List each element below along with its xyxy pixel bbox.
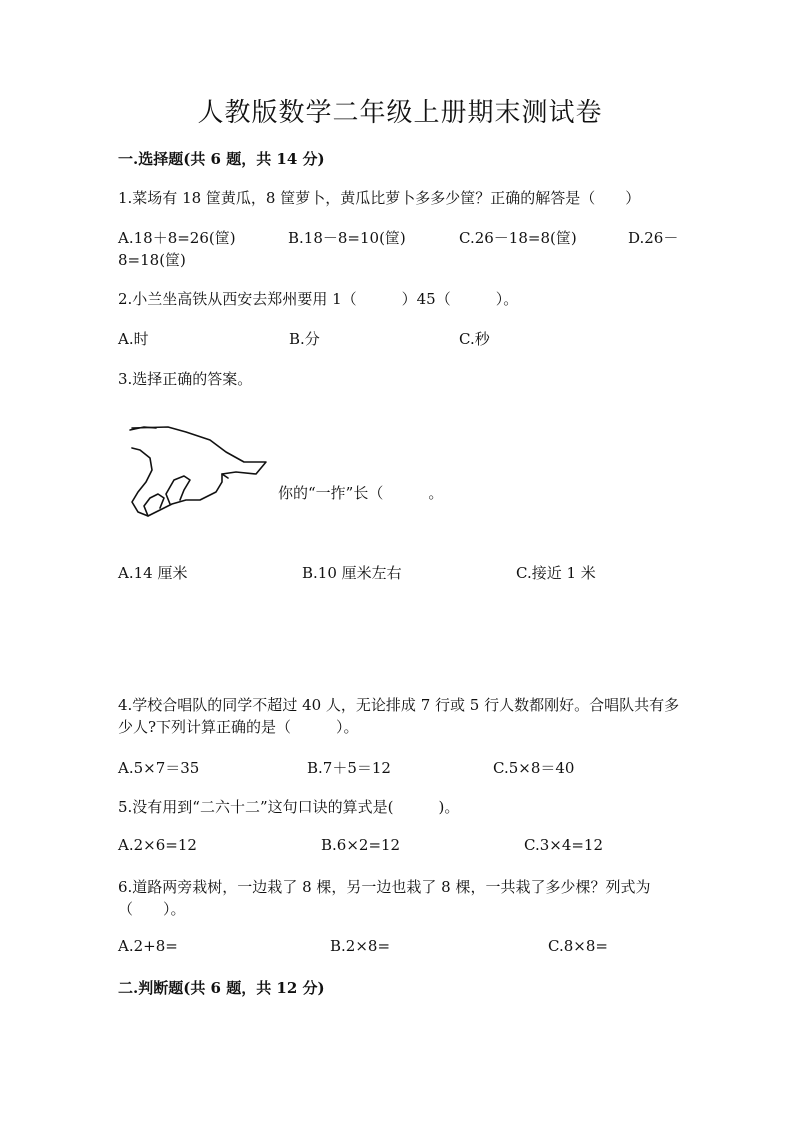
question-2-option-c: C.秒 (459, 330, 490, 348)
question-5-option-c: C.3×4=12 (524, 836, 604, 854)
page-title: 人教版数学二年级上册期末测试卷 (197, 98, 603, 128)
question-3-option-c: C.接近 1 米 (516, 564, 596, 582)
question-6-option-b: B.2×8= (330, 937, 391, 955)
question-4-option-b: B.7＋5＝12 (307, 759, 391, 777)
question-5-option-b: B.6×2=12 (321, 836, 401, 854)
question-3-image-caption: 你的“一拃”长（ 。 (278, 484, 444, 502)
question-1-option-a: A.18＋8=26(筐) (118, 229, 236, 247)
question-6: 6.道路两旁栽树，一边栽了 8 棵，另一边也栽了 8 棵，一共栽了多少棵？列式为（ ）。 (118, 878, 651, 918)
question-5-option-a: A.2×6=12 (118, 836, 197, 854)
question-3: 3.选择正确的答案。 (118, 370, 253, 388)
question-6-option-c: C.8×8= (548, 937, 608, 955)
question-4: 4.学校合唱队的同学不超过 40 人，无论排成 7 行或 5 行人数都刚好。合唱队共有多少人?下列计算正确的是（ ）。 (118, 696, 680, 736)
hand-span-drawing-icon (126, 420, 276, 520)
question-2: 2.小兰坐高铁从西安去郑州要用 1（ ）45（ ）。 (118, 290, 519, 308)
question-3-option-a: A.14 厘米 (118, 564, 188, 582)
question-1-option-b: B.18－8=10(筐) (288, 229, 406, 247)
question-6-option-a: A.2+8= (118, 937, 178, 955)
question-4-option-a: A.5×7＝35 (118, 759, 200, 777)
question-1-option-c: C.26－18=8(筐) (459, 229, 577, 247)
question-1-option-d-part1: D.26－ (628, 229, 679, 247)
question-2-option-a: A.时 (118, 330, 149, 348)
question-1-option-d-part2: 8=18(筐) (118, 251, 186, 269)
question-2-option-b: B.分 (289, 330, 320, 348)
section-heading-choice: 一.选择题(共 6 题，共 14 分) (118, 150, 325, 168)
question-5: 5.没有用到“二六十二”这句口诀的算式是( )。 (118, 798, 460, 816)
section-heading-judgement: 二.判断题(共 6 题，共 12 分) (118, 979, 325, 997)
question-1: 1.菜场有 18 筐黄瓜，8 筐萝卜，黄瓜比萝卜多多少筐？正确的解答是（ ） (118, 189, 641, 207)
question-3-option-b: B.10 厘米左右 (302, 564, 402, 582)
question-4-option-c: C.5×8＝40 (493, 759, 575, 777)
